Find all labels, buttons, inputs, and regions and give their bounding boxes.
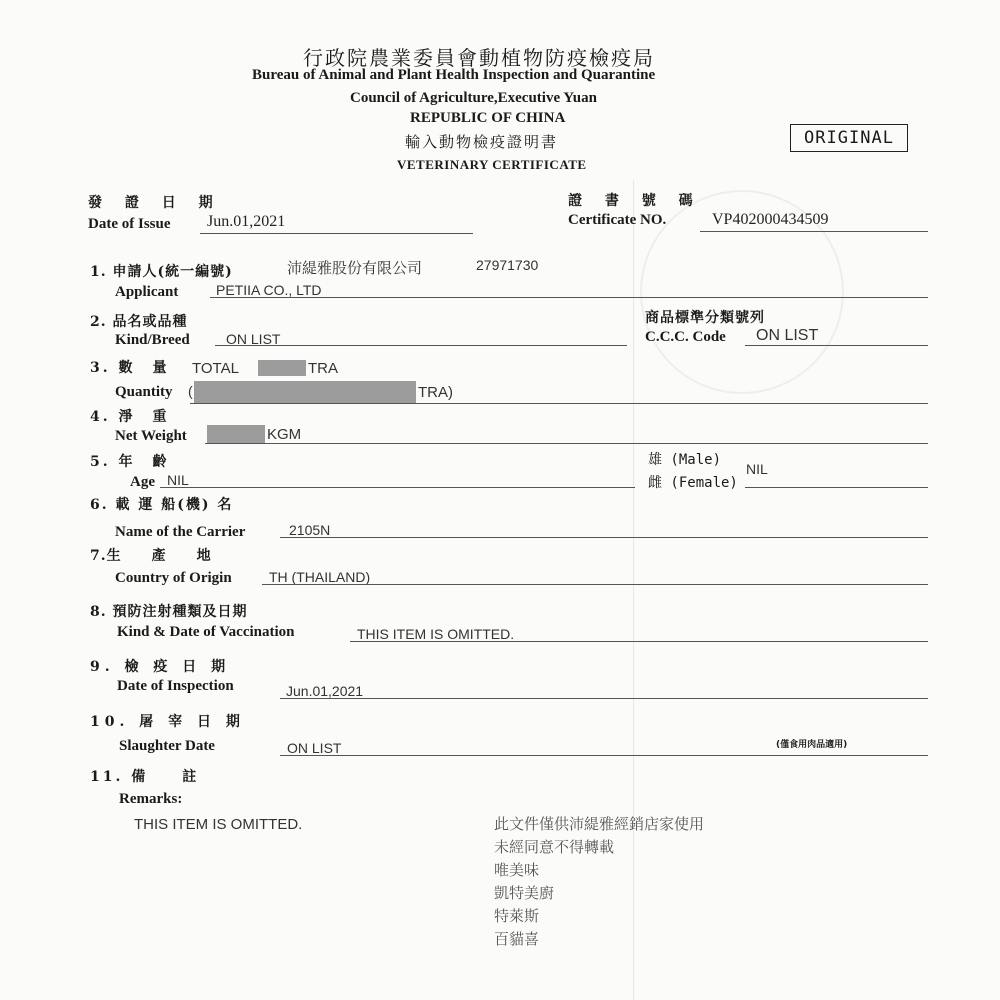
origin-value: TH (THAILAND) xyxy=(269,569,371,585)
issue-date-underline xyxy=(200,233,473,234)
notice-line: 特萊斯 xyxy=(494,907,540,925)
inspection-value: Jun.01,2021 xyxy=(286,683,364,699)
slaughter-note: (僅食用肉品適用) xyxy=(776,740,848,750)
inspection-label-cn: 9. 檢 疫 日 期 xyxy=(90,659,231,675)
quantity-total-redaction xyxy=(258,360,306,376)
notice-line: 唯美味 xyxy=(494,861,540,879)
slaughter-label-cn: 10. 屠 宰 日 期 xyxy=(90,714,245,730)
certificate-no-underline xyxy=(700,231,928,232)
quantity-label-en: Quantity xyxy=(115,384,173,400)
applicant-name-cn: 沛緹雅股份有限公司 xyxy=(287,260,423,277)
vaccination-label-en: Kind & Date of Vaccination xyxy=(117,624,295,640)
kind-value: ON LIST xyxy=(226,331,281,347)
net-weight-underline xyxy=(205,443,928,444)
age-label-cn: 5. 年 齡 xyxy=(90,454,170,470)
age-underline xyxy=(160,487,635,488)
quantity-total: TOTAL xyxy=(192,360,239,377)
quantity-open-paren: ( xyxy=(188,383,193,399)
certificate-title-cn: 輸入動物檢疫證明書 xyxy=(405,133,559,151)
vaccination-underline xyxy=(350,641,928,642)
applicant-underline xyxy=(210,297,928,298)
slaughter-underline xyxy=(280,755,928,756)
issue-date-label-en: Date of Issue xyxy=(88,216,171,232)
council-name-en: Council of Agriculture,Executive Yuan xyxy=(350,90,597,106)
slaughter-value: ON LIST xyxy=(287,740,342,756)
sex-value: NIL xyxy=(746,461,768,477)
certificate-no-label-en: Certificate NO. xyxy=(568,212,667,228)
bureau-name-en: Bureau of Animal and Plant Health Inspection and Quarantine xyxy=(252,67,656,83)
country-name-en: REPUBLIC OF CHINA xyxy=(410,110,566,126)
inspection-underline xyxy=(280,698,928,699)
sex-female-label: 雌 (Female) xyxy=(648,475,738,491)
ccc-label-cn: 商品標準分類號列 xyxy=(645,310,765,326)
quantity-detail-redaction xyxy=(194,381,416,403)
vaccination-label-cn: 8. 預防注射種類及日期 xyxy=(90,604,248,620)
certificate-no-label-cn: 證 書 號 碼 xyxy=(568,193,702,209)
applicant-tax-id: 27971730 xyxy=(476,257,539,273)
quantity-label-cn: 3. 數 量 xyxy=(90,360,170,376)
certificate-no-value: VP402000434509 xyxy=(712,211,829,228)
net-weight-unit: KGM xyxy=(267,426,302,443)
issue-date-value: Jun.01,2021 xyxy=(207,213,286,230)
carrier-label-en: Name of the Carrier xyxy=(115,524,246,540)
ccc-value: ON LIST xyxy=(756,327,819,344)
bureau-name-cn: 行政院農業委員會動植物防疫檢疫局 xyxy=(303,46,655,70)
issue-date-label-cn: 發 證 日 期 xyxy=(88,195,222,211)
notice-line: 此文件僅供沛緹雅經銷店家使用 xyxy=(494,815,705,833)
vaccination-value: THIS ITEM IS OMITTED. xyxy=(357,626,515,642)
carrier-underline xyxy=(280,537,928,538)
original-badge: ORIGINAL xyxy=(790,124,908,152)
inspection-label-en: Date of Inspection xyxy=(117,678,234,694)
sex-underline xyxy=(745,487,928,488)
remarks-value: THIS ITEM IS OMITTED. xyxy=(134,816,303,833)
certificate-title-en: VETERINARY CERTIFICATE xyxy=(397,157,587,172)
sex-male-label: 雄 (Male) xyxy=(648,452,722,468)
quantity-total-unit: TRA xyxy=(308,360,338,377)
net-weight-label-en: Net Weight xyxy=(115,428,187,444)
distribution-notice xyxy=(494,813,704,951)
kind-label-cn: 2. 品名或品種 xyxy=(90,314,188,330)
quantity-detail-unit: TRA) xyxy=(418,384,453,401)
origin-label-en: Country of Origin xyxy=(115,570,232,586)
net-weight-label-cn: 4. 淨 重 xyxy=(90,409,170,425)
applicant-label-cn: 1. 申請人(統一編號) xyxy=(90,264,233,280)
age-value: NIL xyxy=(167,472,189,488)
kind-label-en: Kind/Breed xyxy=(115,332,190,348)
notice-line: 未經同意不得轉載 xyxy=(494,838,615,856)
age-label-en: Age xyxy=(130,474,155,490)
carrier-value: 2105N xyxy=(289,522,331,538)
applicant-label-en: Applicant xyxy=(115,284,179,300)
origin-underline xyxy=(262,584,928,585)
remarks-label-en: Remarks: xyxy=(119,791,183,807)
notice-line: 百貓喜 xyxy=(494,930,540,948)
slaughter-label-en: Slaughter Date xyxy=(119,738,215,754)
remarks-label-cn: 11. 備 註 xyxy=(90,769,200,785)
ccc-underline xyxy=(745,345,928,346)
carrier-label-cn: 6. 載 運 船(機) 名 xyxy=(90,497,234,513)
notice-line: 凱特美廚 xyxy=(494,884,555,902)
net-weight-redaction xyxy=(207,425,265,443)
kind-underline xyxy=(215,345,627,346)
ccc-label-en: C.C.C. Code xyxy=(645,329,726,345)
quantity-underline xyxy=(190,403,928,404)
applicant-value: PETIIA CO., LTD xyxy=(216,282,322,298)
origin-label-cn: 7.生 產 地 xyxy=(90,548,212,564)
